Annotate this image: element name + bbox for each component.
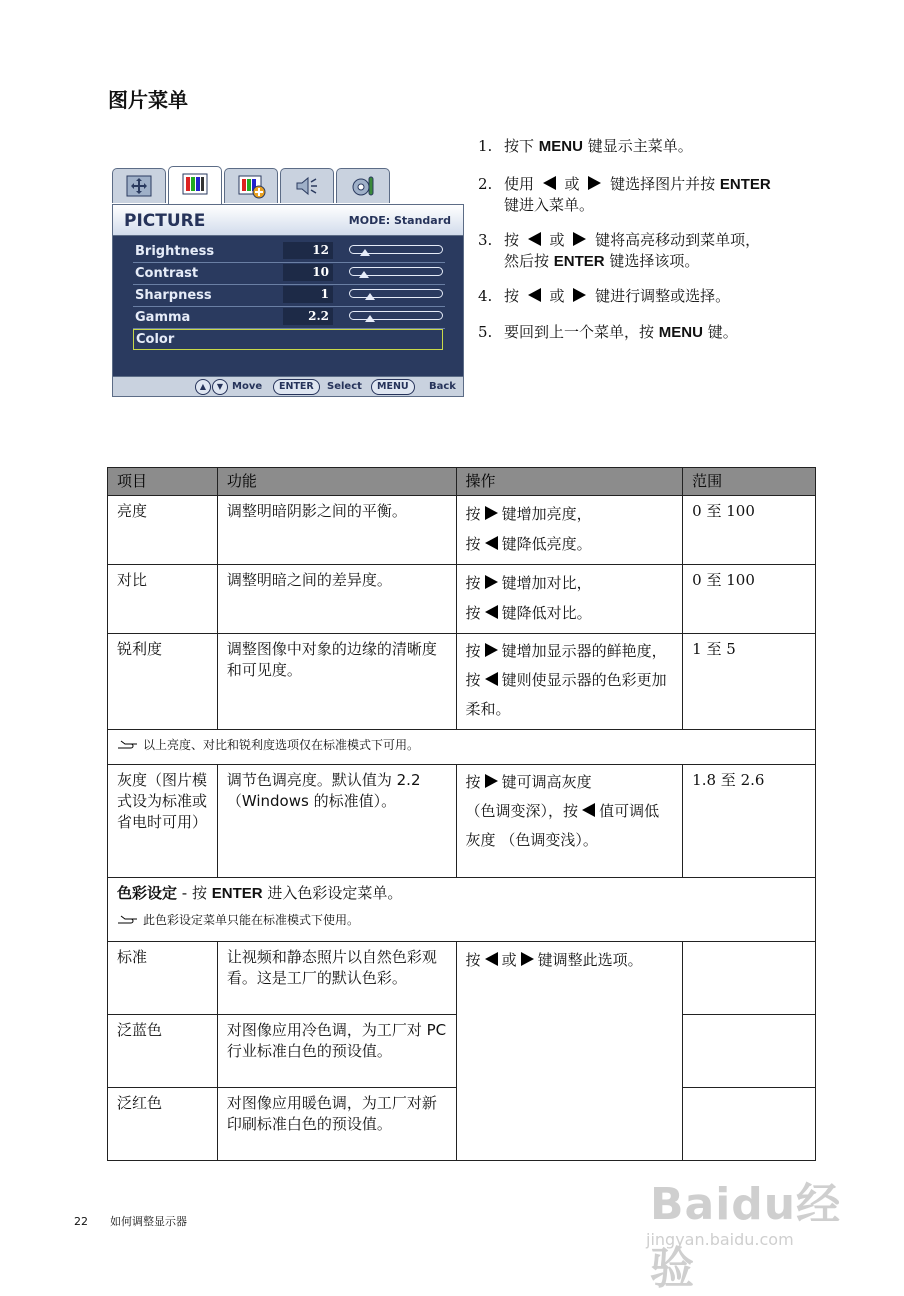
right-arrow-icon bbox=[485, 774, 498, 788]
osd-tabs bbox=[112, 166, 464, 204]
picture-icon bbox=[168, 166, 222, 205]
function-cell: 调整图像中对象的边缘的清晰度和可见度。 bbox=[217, 634, 456, 730]
page-footer bbox=[74, 1213, 187, 1229]
picture-advanced-icon bbox=[224, 168, 278, 203]
column-header: 范围 bbox=[683, 468, 816, 496]
step-text: 按 或 键将高亮移动到菜单项， 然后按 ENTER 键选择该项。 bbox=[504, 231, 761, 270]
osd-menu-name: PICTURE bbox=[124, 211, 206, 231]
footer-section: 如何调整显示器 bbox=[110, 1215, 187, 1228]
down-arrow-icon: ▼ bbox=[212, 379, 228, 395]
range-cell: 0 至 100 bbox=[683, 496, 816, 565]
osd-slider bbox=[349, 289, 443, 298]
left-arrow-icon bbox=[485, 952, 498, 966]
table-row bbox=[108, 942, 816, 1015]
range-cell: 1 至 5 bbox=[683, 634, 816, 730]
page-number: 22 bbox=[74, 1215, 88, 1228]
page-title: 图片菜单 bbox=[108, 88, 188, 112]
column-header: 操作 bbox=[456, 468, 683, 496]
item-cell: 对比 bbox=[108, 565, 218, 634]
osd-row-value: 2.2 bbox=[283, 308, 333, 325]
range-cell bbox=[683, 1015, 816, 1088]
menu-key: MENU bbox=[371, 379, 415, 395]
step-text: 按 或 键进行调整或选择。 bbox=[504, 287, 731, 305]
osd-row-color-selected bbox=[133, 329, 443, 350]
osd-row-value: 1 bbox=[283, 286, 333, 303]
osd-row-label: Gamma bbox=[135, 310, 191, 325]
operation-cell: 按 键可调高灰度 （色调变深），按 值可调低灰度 （色调变浅）。 bbox=[456, 765, 683, 878]
enter-key: ENTER bbox=[273, 379, 320, 395]
range-cell: 1.8 至 2.6 bbox=[683, 765, 816, 878]
step-number: 5. bbox=[478, 323, 493, 341]
osd-slider-knob bbox=[359, 271, 369, 278]
right-arrow-icon bbox=[521, 952, 534, 966]
right-arrow-icon bbox=[573, 288, 586, 302]
table-header-row bbox=[108, 468, 816, 496]
operation-cell: 按 键增加显示器的鲜艳度，按 键则使显示器的色彩更加柔和。 bbox=[456, 634, 683, 730]
osd-mode: MODE: Standard bbox=[348, 214, 451, 227]
osd-body bbox=[112, 236, 464, 376]
step-number: 4. bbox=[478, 287, 493, 305]
table-row bbox=[108, 765, 816, 878]
osd-row-value: 12 bbox=[283, 242, 333, 259]
table-row bbox=[108, 496, 816, 565]
baidu-watermark bbox=[640, 1150, 860, 1294]
item-cell: 亮度 bbox=[108, 496, 218, 565]
osd-menu-illustration bbox=[112, 166, 464, 397]
item-cell: 标准 bbox=[108, 942, 218, 1015]
step-text: 要回到上一个菜单，按 MENU 键。 bbox=[504, 323, 738, 341]
left-arrow-icon bbox=[485, 605, 498, 619]
osd-row-label: Contrast bbox=[135, 266, 199, 281]
item-cell: 锐利度 bbox=[108, 634, 218, 730]
osd-row-contrast bbox=[133, 262, 445, 285]
osd-footer bbox=[112, 376, 464, 397]
pointing-hand-icon bbox=[117, 740, 139, 750]
osd-row-brightness bbox=[133, 240, 445, 263]
osd-slider-knob bbox=[360, 249, 370, 256]
function-cell: 让视频和静态照片以自然色彩观看。这是工厂的默认色彩。 bbox=[217, 942, 456, 1015]
item-cell: 泛红色 bbox=[108, 1088, 218, 1161]
left-arrow-icon bbox=[485, 672, 498, 686]
osd-row-sharpness bbox=[133, 284, 445, 307]
right-arrow-icon bbox=[485, 506, 498, 520]
step-text: 使用 或 键选择图片并按 ENTER 键进入菜单。 bbox=[504, 175, 771, 214]
function-cell: 调整明暗之间的差异度。 bbox=[217, 565, 456, 634]
operation-cell: 按 键增加对比， 按 键降低对比。 bbox=[456, 565, 683, 634]
left-arrow-icon bbox=[543, 176, 556, 190]
item-cell: 灰度（图片模式设为标准或省电时可用） bbox=[108, 765, 218, 878]
osd-footer-back: Back bbox=[429, 381, 456, 392]
table-row bbox=[108, 565, 816, 634]
right-arrow-icon bbox=[485, 643, 498, 657]
item-cell: 泛蓝色 bbox=[108, 1015, 218, 1088]
osd-slider-knob bbox=[365, 315, 375, 322]
note-cell: 以上亮度、对比和锐利度选项仅在标准模式下可用。 bbox=[108, 730, 816, 765]
left-arrow-icon bbox=[528, 232, 541, 246]
column-header: 项目 bbox=[108, 468, 218, 496]
color-settings-cell: 色彩设定 - 按 ENTER 进入色彩设定菜单。 此色彩设定菜单只能在标准模式下使用。 bbox=[108, 878, 816, 942]
osd-slider bbox=[349, 311, 443, 320]
osd-header bbox=[112, 204, 464, 236]
range-cell bbox=[683, 942, 816, 1015]
left-arrow-icon bbox=[485, 536, 498, 550]
osd-slider-knob bbox=[365, 293, 375, 300]
osd-footer-move: Move bbox=[232, 381, 263, 392]
function-cell: 调整明暗阴影之间的平衡。 bbox=[217, 496, 456, 565]
up-arrow-icon: ▲ bbox=[195, 379, 211, 395]
right-arrow-icon bbox=[588, 176, 601, 190]
osd-row-label: Sharpness bbox=[135, 288, 212, 303]
audio-icon bbox=[280, 168, 334, 203]
operation-cell: 按 键增加亮度， 按 键降低亮度。 bbox=[456, 496, 683, 565]
function-cell: 调节色调亮度。默认值为 2.2 （Windows 的标准值）。 bbox=[217, 765, 456, 878]
osd-row-value: 10 bbox=[283, 264, 333, 281]
osd-row-label: Brightness bbox=[135, 244, 215, 259]
display-icon bbox=[112, 168, 166, 203]
right-arrow-icon bbox=[573, 232, 586, 246]
picture-menu-table bbox=[107, 467, 816, 1161]
section-row bbox=[108, 878, 816, 942]
step-number: 1. bbox=[478, 137, 493, 155]
step-number: 2. bbox=[478, 175, 493, 193]
range-cell: 0 至 100 bbox=[683, 565, 816, 634]
osd-row-gamma bbox=[133, 306, 445, 329]
operation-cell: 按 或 键调整此选项。 bbox=[456, 942, 683, 1161]
watermark-logo: Baidu经验 bbox=[650, 1179, 842, 1294]
osd-row-label: Color bbox=[136, 332, 175, 347]
left-arrow-icon bbox=[582, 803, 595, 817]
left-arrow-icon bbox=[528, 288, 541, 302]
note-row bbox=[108, 730, 816, 765]
pointing-hand-icon bbox=[117, 915, 139, 925]
system-icon bbox=[336, 168, 390, 203]
table-row bbox=[108, 634, 816, 730]
step-text: 按下 MENU 键显示主菜单。 bbox=[504, 137, 693, 155]
function-cell: 对图像应用暖色调，为工厂对新印刷标准白色的预设值。 bbox=[217, 1088, 456, 1161]
column-header: 功能 bbox=[217, 468, 456, 496]
osd-footer-select: Select bbox=[327, 381, 362, 392]
step-number: 3. bbox=[478, 231, 493, 249]
function-cell: 对图像应用冷色调，为工厂对 PC 行业标准白色的预设值。 bbox=[217, 1015, 456, 1088]
watermark-url: jingyan.baidu.com bbox=[646, 1230, 794, 1249]
right-arrow-icon bbox=[485, 575, 498, 589]
